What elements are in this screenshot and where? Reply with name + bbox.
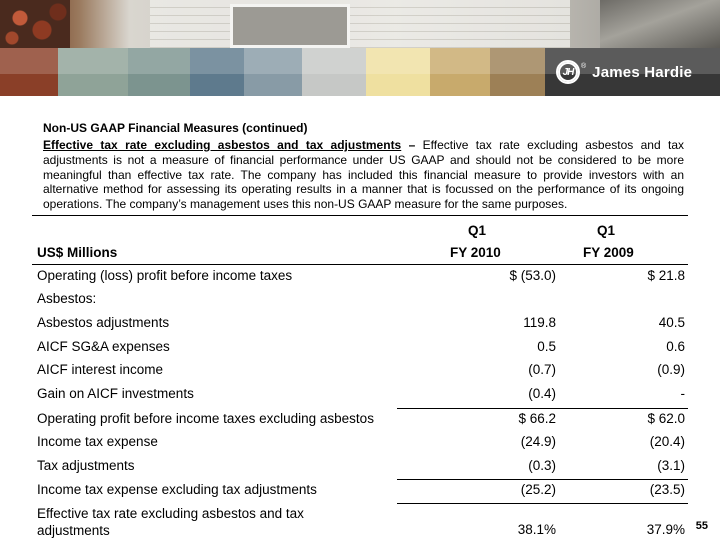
table-row [32,479,688,502]
row-label: AICF interest income [37,362,164,377]
row-label: Effective tax rate excluding asbestos and tax adjustments [37,506,304,538]
subtotal-rule [397,408,688,409]
row-label: Asbestos adjustments [37,315,170,330]
row-value-fy2009: (23.5) [649,482,685,497]
row-label: Income tax expense [37,434,158,449]
row-value-fy2010: (0.7) [528,362,556,377]
col2-fiscal-year: FY 2009 [583,245,634,260]
autumn-leaves-image [0,0,70,48]
logo-wordmark: James Hardie [592,63,693,81]
table-row [32,265,688,288]
row-value-fy2009: (3.1) [657,458,685,473]
row-label: AICF SG&A expenses [37,339,170,354]
roof-image [600,0,720,48]
header-photo [0,0,720,48]
row-label: Operating (loss) profit before income taxes [37,268,293,283]
col1-fiscal-year: FY 2010 [450,245,501,260]
table-row [32,359,688,382]
row-value-fy2010: (0.3) [528,458,556,473]
logo-mark-letters: JH [562,66,574,78]
col1-quarter: Q1 [468,223,487,238]
section-heading: Non-US GAAP Financial Measures (continued) [43,121,308,135]
table-top-rule [32,215,688,216]
subtotal-rule [397,503,688,504]
row-value-fy2010: 0.5 [537,339,556,354]
row-label: Income tax expense excluding tax adjustments [37,482,317,497]
table-row [32,455,688,478]
row-label: Gain on AICF investments [37,386,194,401]
subtotal-rule [397,479,688,480]
intro-dash: – [401,138,423,152]
intro-lead-term: Effective tax rate excluding asbestos and tax adjustments [43,138,402,152]
col2-quarter: Q1 [597,223,616,238]
table-row [32,431,688,454]
row-value-fy2010: (25.2) [520,482,556,497]
row-value-fy2009: 40.5 [658,315,685,330]
row-value-fy2010: (24.9) [520,434,556,449]
row-value-fy2010: (0.4) [528,386,556,401]
row-value-fy2010: 38.1% [517,522,556,537]
row-value-fy2009: - [680,386,685,401]
table-row [32,336,688,359]
house-siding-image [150,0,570,48]
registered-mark: ® [581,62,587,70]
row-value-fy2009: 37.9% [646,522,685,537]
row-label: Operating profit before income taxes excluding asbestos [37,411,374,426]
row-label: Tax adjustments [37,458,135,473]
row-value-fy2009: (0.9) [657,362,685,377]
header-banner [0,0,720,96]
row-value-fy2010: 119.8 [523,315,556,330]
page-number: 55 [695,520,708,532]
intro-body: Effective tax rate excluding asbestos and tax adjustments is not a measure of financial performance under US GAAP and should not be considered to be more meaningful than effective tax rate. The company has included this financial measure to provide investors with an alternative method for assessing its operating results in a manner that is focussed on the performance of its ongoing operations. The company’s management uses this non-US GAAP measure for the same purposes. [43,138,684,212]
row-value-fy2010: $ (53.0) [509,268,556,283]
table-row [32,288,688,311]
row-label: Asbestos: [37,291,97,306]
table-row [32,383,688,406]
table-row [32,312,688,335]
logo-mark-icon [556,60,580,84]
row-value-fy2009: $ 62.0 [647,411,685,426]
row-value-fy2009: 0.6 [666,339,685,354]
house-window-image [230,4,350,48]
james-hardie-logo [556,60,692,84]
row-value-fy2009: $ 21.8 [647,268,685,283]
table-row [32,408,688,431]
row-value-fy2009: (20.4) [649,434,685,449]
intro-paragraph [43,138,684,212]
row-value-fy2010: $ 66.2 [518,411,556,426]
units-label: US$ Millions [37,245,118,260]
